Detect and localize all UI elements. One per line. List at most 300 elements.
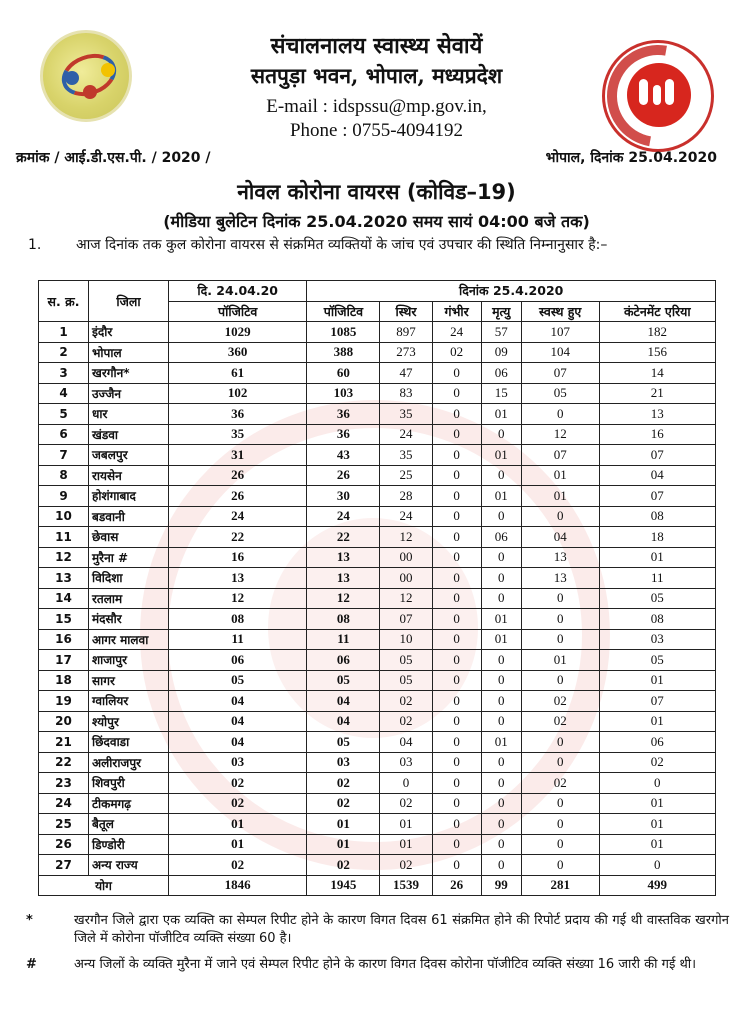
footnote-text: अन्य जिलों के व्यक्ति मुरैना में जाने एवं सेम्पल रिपीट होने के कारण विगत दिवस कोरोना पॉजीटिव व्यक्ति संख्या 16 जारी की गई थी। bbox=[74, 957, 697, 972]
cell-prev-positive: 36 bbox=[169, 404, 307, 425]
table-row bbox=[39, 486, 716, 507]
cell-prev-positive: 02 bbox=[169, 793, 307, 814]
cell-district: आगर मालवा bbox=[89, 629, 169, 650]
cell-recovered: 04 bbox=[521, 527, 599, 548]
header-district: जिला bbox=[89, 281, 169, 322]
cell-sno: 13 bbox=[39, 568, 89, 589]
cell-sno: 15 bbox=[39, 609, 89, 630]
bulletin-title: नोवल कोरोना वायरस (कोविड–19) bbox=[237, 180, 516, 204]
cell-district: छिंदवाडा bbox=[89, 732, 169, 753]
cell-containment: 07 bbox=[599, 691, 715, 712]
cell-stable: 25 bbox=[380, 465, 432, 486]
cell-stable: 35 bbox=[380, 445, 432, 466]
cell-positive: 08 bbox=[307, 609, 380, 630]
cell-prev-positive: 04 bbox=[169, 732, 307, 753]
table-row bbox=[39, 814, 716, 835]
cell-recovered: 0 bbox=[521, 752, 599, 773]
cell-death: 0 bbox=[481, 568, 521, 589]
letterhead bbox=[0, 0, 753, 150]
cell-death: 0 bbox=[481, 855, 521, 876]
table-row bbox=[39, 650, 716, 671]
header-recovered: स्वस्थ हुए bbox=[521, 301, 599, 322]
cell-containment: 01 bbox=[599, 670, 715, 691]
cell-recovered: 0 bbox=[521, 506, 599, 527]
cell-stable: 02 bbox=[380, 711, 432, 732]
cell-positive: 43 bbox=[307, 445, 380, 466]
cell-recovered: 0 bbox=[521, 588, 599, 609]
cell-prev-positive: 01 bbox=[169, 814, 307, 835]
cell-death: 57 bbox=[481, 322, 521, 343]
cell-death: 0 bbox=[481, 547, 521, 568]
cell-prev-positive: 04 bbox=[169, 691, 307, 712]
cell-district: रायसेन bbox=[89, 465, 169, 486]
cell-death: 06 bbox=[481, 363, 521, 384]
cell-district: भोपाल bbox=[89, 342, 169, 363]
org-phone: Phone : 0755-4094192 bbox=[289, 120, 464, 141]
footnote-mark: # bbox=[26, 957, 37, 972]
cell-recovered: 104 bbox=[521, 342, 599, 363]
table-row bbox=[39, 363, 716, 384]
cell-recovered: 0 bbox=[521, 732, 599, 753]
table-row bbox=[39, 793, 716, 814]
cell-prev-positive: 35 bbox=[169, 424, 307, 445]
cell-stable: 05 bbox=[380, 650, 432, 671]
cell-recovered: 01 bbox=[521, 465, 599, 486]
cell-district: अलीराजपुर bbox=[89, 752, 169, 773]
cell-death: 0 bbox=[481, 752, 521, 773]
cell-positive: 30 bbox=[307, 486, 380, 507]
cell-containment: 05 bbox=[599, 650, 715, 671]
cell-prev-positive: 24 bbox=[169, 506, 307, 527]
total-serious: 26 bbox=[432, 875, 481, 896]
cell-sno: 16 bbox=[39, 629, 89, 650]
cell-recovered: 02 bbox=[521, 711, 599, 732]
cell-positive: 05 bbox=[307, 670, 380, 691]
cell-recovered: 0 bbox=[521, 814, 599, 835]
cell-containment: 14 bbox=[599, 363, 715, 384]
cell-stable: 24 bbox=[380, 424, 432, 445]
reference-line bbox=[16, 148, 737, 170]
cell-recovered: 01 bbox=[521, 650, 599, 671]
cell-prev-positive: 03 bbox=[169, 752, 307, 773]
table-row bbox=[39, 670, 716, 691]
table-row bbox=[39, 506, 716, 527]
cell-containment: 182 bbox=[599, 322, 715, 343]
cell-positive: 24 bbox=[307, 506, 380, 527]
cell-containment: 156 bbox=[599, 342, 715, 363]
cell-stable: 03 bbox=[380, 752, 432, 773]
cell-positive: 04 bbox=[307, 711, 380, 732]
cell-containment: 03 bbox=[599, 629, 715, 650]
cell-stable: 12 bbox=[380, 588, 432, 609]
table-row bbox=[39, 527, 716, 548]
cell-sno: 2 bbox=[39, 342, 89, 363]
cell-sno: 17 bbox=[39, 650, 89, 671]
cell-sno: 12 bbox=[39, 547, 89, 568]
cell-death: 01 bbox=[481, 629, 521, 650]
footnote-text: खरगौन जिले द्वारा एक व्यक्ति का सेम्पल रिपीट होने के कारण विगत दिवस 61 संक्रमित होने की रिपोर्ट प्रदाय की गई थी वास्तविक खरगोन जिले में कोरोना पॉजीटिव व्यक्ति संख्या 60 है। bbox=[74, 913, 729, 946]
total-label: योग bbox=[39, 875, 169, 896]
cell-district: शिवपुरी bbox=[89, 773, 169, 794]
cell-district: बडवानी bbox=[89, 506, 169, 527]
cell-sno: 22 bbox=[39, 752, 89, 773]
cell-containment: 08 bbox=[599, 609, 715, 630]
cell-district: धार bbox=[89, 404, 169, 425]
total-death: 99 bbox=[481, 875, 521, 896]
total-prev-positive: 1846 bbox=[169, 875, 307, 896]
cell-positive: 22 bbox=[307, 527, 380, 548]
cell-death: 01 bbox=[481, 732, 521, 753]
cell-sno: 23 bbox=[39, 773, 89, 794]
cell-positive: 04 bbox=[307, 691, 380, 712]
cell-stable: 0 bbox=[380, 773, 432, 794]
table-row bbox=[39, 445, 716, 466]
cell-serious: 0 bbox=[432, 732, 481, 753]
cell-stable: 01 bbox=[380, 814, 432, 835]
cell-serious: 0 bbox=[432, 773, 481, 794]
cell-serious: 0 bbox=[432, 855, 481, 876]
cell-district: बैतूल bbox=[89, 814, 169, 835]
cell-stable: 12 bbox=[380, 527, 432, 548]
total-containment: 499 bbox=[599, 875, 715, 896]
cell-death: 0 bbox=[481, 506, 521, 527]
cell-district: उज्जैन bbox=[89, 383, 169, 404]
cell-sno: 21 bbox=[39, 732, 89, 753]
header-current-date: दिनांक 25.4.2020 bbox=[307, 281, 716, 302]
cell-containment: 07 bbox=[599, 445, 715, 466]
cell-serious: 0 bbox=[432, 445, 481, 466]
cell-sno: 20 bbox=[39, 711, 89, 732]
cell-containment: 13 bbox=[599, 404, 715, 425]
header-stable: स्थिर bbox=[380, 301, 432, 322]
cell-serious: 0 bbox=[432, 404, 481, 425]
cell-recovered: 0 bbox=[521, 834, 599, 855]
cell-containment: 02 bbox=[599, 752, 715, 773]
cell-positive: 11 bbox=[307, 629, 380, 650]
header-prev-date: दि. 24.04.20 bbox=[169, 281, 307, 302]
cell-death: 0 bbox=[481, 650, 521, 671]
cell-death: 0 bbox=[481, 424, 521, 445]
cell-containment: 01 bbox=[599, 793, 715, 814]
header-serious: गंभीर bbox=[432, 301, 481, 322]
cell-recovered: 0 bbox=[521, 404, 599, 425]
cell-sno: 25 bbox=[39, 814, 89, 835]
cell-positive: 1085 bbox=[307, 322, 380, 343]
cell-positive: 12 bbox=[307, 588, 380, 609]
cell-death: 01 bbox=[481, 609, 521, 630]
cell-prev-positive: 26 bbox=[169, 486, 307, 507]
cell-district: अन्य राज्य bbox=[89, 855, 169, 876]
cell-district: मुरैना # bbox=[89, 547, 169, 568]
cell-death: 0 bbox=[481, 834, 521, 855]
cell-sno: 4 bbox=[39, 383, 89, 404]
cell-prev-positive: 05 bbox=[169, 670, 307, 691]
table-row bbox=[39, 732, 716, 753]
cell-death: 0 bbox=[481, 814, 521, 835]
cell-positive: 60 bbox=[307, 363, 380, 384]
table-row bbox=[39, 855, 716, 876]
cell-prev-positive: 31 bbox=[169, 445, 307, 466]
cell-serious: 24 bbox=[432, 322, 481, 343]
cell-positive: 388 bbox=[307, 342, 380, 363]
cell-positive: 26 bbox=[307, 465, 380, 486]
cell-death: 09 bbox=[481, 342, 521, 363]
cell-sno: 3 bbox=[39, 363, 89, 384]
table-row bbox=[39, 752, 716, 773]
cell-serious: 0 bbox=[432, 383, 481, 404]
cell-positive: 02 bbox=[307, 793, 380, 814]
cell-prev-positive: 02 bbox=[169, 773, 307, 794]
total-recovered: 281 bbox=[521, 875, 599, 896]
cell-sno: 11 bbox=[39, 527, 89, 548]
cell-containment: 01 bbox=[599, 547, 715, 568]
intro-text: आज दिनांक तक कुल कोरोना वायरस से संक्रमित व्यक्तियों के जांच एवं उपचार की स्थिति निम्नानुसार है:– bbox=[76, 237, 608, 253]
cell-recovered: 12 bbox=[521, 424, 599, 445]
cell-containment: 06 bbox=[599, 732, 715, 753]
cell-sno: 9 bbox=[39, 486, 89, 507]
cell-positive: 05 bbox=[307, 732, 380, 753]
cell-stable: 10 bbox=[380, 629, 432, 650]
cell-serious: 0 bbox=[432, 465, 481, 486]
cell-stable: 05 bbox=[380, 670, 432, 691]
cell-recovered: 13 bbox=[521, 568, 599, 589]
cell-containment: 16 bbox=[599, 424, 715, 445]
cell-recovered: 0 bbox=[521, 609, 599, 630]
cell-containment: 01 bbox=[599, 834, 715, 855]
cell-sno: 8 bbox=[39, 465, 89, 486]
cell-stable: 02 bbox=[380, 793, 432, 814]
cell-district: विदिशा bbox=[89, 568, 169, 589]
cell-prev-positive: 360 bbox=[169, 342, 307, 363]
cell-death: 0 bbox=[481, 711, 521, 732]
cell-stable: 00 bbox=[380, 547, 432, 568]
table-row bbox=[39, 568, 716, 589]
cell-stable: 83 bbox=[380, 383, 432, 404]
cell-death: 01 bbox=[481, 445, 521, 466]
table-row bbox=[39, 629, 716, 650]
cell-death: 01 bbox=[481, 486, 521, 507]
cell-death: 0 bbox=[481, 773, 521, 794]
table-row bbox=[39, 404, 716, 425]
cell-recovered: 0 bbox=[521, 629, 599, 650]
cell-district: खंडवा bbox=[89, 424, 169, 445]
cell-prev-positive: 12 bbox=[169, 588, 307, 609]
reference-number: क्रमांक / आई.डी.एस.पी. / 2020 / bbox=[16, 150, 211, 166]
cell-recovered: 07 bbox=[521, 445, 599, 466]
cell-containment: 07 bbox=[599, 486, 715, 507]
cell-recovered: 02 bbox=[521, 773, 599, 794]
cell-death: 0 bbox=[481, 691, 521, 712]
cell-recovered: 0 bbox=[521, 670, 599, 691]
footnote-mark: * bbox=[26, 913, 33, 928]
table-row bbox=[39, 834, 716, 855]
cell-recovered: 07 bbox=[521, 363, 599, 384]
org-name: संचालनालय स्वास्थ्य सेवायें bbox=[270, 33, 483, 59]
cell-sno: 26 bbox=[39, 834, 89, 855]
cell-positive: 36 bbox=[307, 404, 380, 425]
cell-serious: 0 bbox=[432, 486, 481, 507]
table-row bbox=[39, 322, 716, 343]
cell-serious: 0 bbox=[432, 814, 481, 835]
cell-serious: 0 bbox=[432, 424, 481, 445]
cell-sno: 24 bbox=[39, 793, 89, 814]
place-date: भोपाल, दिनांक 25.04.2020 bbox=[545, 150, 717, 166]
cell-containment: 11 bbox=[599, 568, 715, 589]
cell-serious: 0 bbox=[432, 834, 481, 855]
cell-death: 15 bbox=[481, 383, 521, 404]
cell-prev-positive: 22 bbox=[169, 527, 307, 548]
cell-sno: 10 bbox=[39, 506, 89, 527]
cell-stable: 28 bbox=[380, 486, 432, 507]
cell-serious: 0 bbox=[432, 711, 481, 732]
table-row bbox=[39, 609, 716, 630]
header-prev-positive: पॉजिटिव bbox=[169, 301, 307, 322]
cell-stable: 01 bbox=[380, 834, 432, 855]
cell-district: मंदसौर bbox=[89, 609, 169, 630]
cell-district: शाजापुर bbox=[89, 650, 169, 671]
cell-prev-positive: 06 bbox=[169, 650, 307, 671]
cell-prev-positive: 13 bbox=[169, 568, 307, 589]
cell-sno: 14 bbox=[39, 588, 89, 609]
table-row bbox=[39, 691, 716, 712]
header-containment: कंटेनमेंट एरिया bbox=[599, 301, 715, 322]
total-stable: 1539 bbox=[380, 875, 432, 896]
cell-stable: 02 bbox=[380, 691, 432, 712]
cell-sno: 6 bbox=[39, 424, 89, 445]
cell-prev-positive: 61 bbox=[169, 363, 307, 384]
cell-serious: 0 bbox=[432, 629, 481, 650]
cell-positive: 103 bbox=[307, 383, 380, 404]
cell-serious: 0 bbox=[432, 506, 481, 527]
header-death: मृत्यु bbox=[481, 301, 521, 322]
cell-prev-positive: 11 bbox=[169, 629, 307, 650]
table-row bbox=[39, 588, 716, 609]
cell-positive: 13 bbox=[307, 547, 380, 568]
cell-serious: 0 bbox=[432, 752, 481, 773]
cell-recovered: 02 bbox=[521, 691, 599, 712]
cell-district: श्योपुर bbox=[89, 711, 169, 732]
cell-sno: 1 bbox=[39, 322, 89, 343]
cell-positive: 36 bbox=[307, 424, 380, 445]
cell-recovered: 05 bbox=[521, 383, 599, 404]
table-row bbox=[39, 465, 716, 486]
cell-district: रतलाम bbox=[89, 588, 169, 609]
cell-serious: 0 bbox=[432, 547, 481, 568]
cell-stable: 897 bbox=[380, 322, 432, 343]
cell-serious: 0 bbox=[432, 527, 481, 548]
cell-recovered: 0 bbox=[521, 793, 599, 814]
cell-serious: 0 bbox=[432, 650, 481, 671]
cell-district: होशंगाबाद bbox=[89, 486, 169, 507]
cell-serious: 0 bbox=[432, 609, 481, 630]
cell-sno: 7 bbox=[39, 445, 89, 466]
cell-stable: 35 bbox=[380, 404, 432, 425]
cell-prev-positive: 1029 bbox=[169, 322, 307, 343]
cell-stable: 02 bbox=[380, 855, 432, 876]
cell-stable: 47 bbox=[380, 363, 432, 384]
header-positive: पॉजिटिव bbox=[307, 301, 380, 322]
org-email: E-mail : idspssu@mp.gov.in, bbox=[266, 96, 487, 117]
cell-containment: 18 bbox=[599, 527, 715, 548]
covid-status-table bbox=[38, 280, 716, 896]
cell-recovered: 13 bbox=[521, 547, 599, 568]
cell-district: जबलपुर bbox=[89, 445, 169, 466]
cell-positive: 03 bbox=[307, 752, 380, 773]
cell-positive: 13 bbox=[307, 568, 380, 589]
table-row bbox=[39, 342, 716, 363]
cell-containment: 0 bbox=[599, 855, 715, 876]
cell-serious: 02 bbox=[432, 342, 481, 363]
cell-prev-positive: 01 bbox=[169, 834, 307, 855]
table-row bbox=[39, 547, 716, 568]
cell-district: छेवास bbox=[89, 527, 169, 548]
cell-serious: 0 bbox=[432, 568, 481, 589]
cell-stable: 273 bbox=[380, 342, 432, 363]
cell-positive: 02 bbox=[307, 855, 380, 876]
cell-stable: 24 bbox=[380, 506, 432, 527]
cell-positive: 01 bbox=[307, 834, 380, 855]
cell-recovered: 0 bbox=[521, 855, 599, 876]
cell-containment: 21 bbox=[599, 383, 715, 404]
cell-sno: 18 bbox=[39, 670, 89, 691]
cell-containment: 0 bbox=[599, 773, 715, 794]
cell-district: डिण्डोरी bbox=[89, 834, 169, 855]
cell-sno: 19 bbox=[39, 691, 89, 712]
cell-district: सागर bbox=[89, 670, 169, 691]
cell-stable: 00 bbox=[380, 568, 432, 589]
cell-containment: 05 bbox=[599, 588, 715, 609]
bulletin-subtitle: (मीडिया बुलेटिन दिनांक 25.04.2020 समय सायं 04:00 बजे तक) bbox=[163, 212, 590, 231]
table-row bbox=[39, 383, 716, 404]
cell-containment: 01 bbox=[599, 814, 715, 835]
cell-prev-positive: 16 bbox=[169, 547, 307, 568]
nrhm-logo bbox=[602, 40, 714, 152]
cell-district: ग्वालियर bbox=[89, 691, 169, 712]
cell-prev-positive: 04 bbox=[169, 711, 307, 732]
table-row bbox=[39, 424, 716, 445]
table-row bbox=[39, 773, 716, 794]
cell-recovered: 01 bbox=[521, 486, 599, 507]
cell-district: खरगौन* bbox=[89, 363, 169, 384]
cell-district: इंदौर bbox=[89, 322, 169, 343]
cell-prev-positive: 102 bbox=[169, 383, 307, 404]
total-positive: 1945 bbox=[307, 875, 380, 896]
cell-district: टीकमगढ़ bbox=[89, 793, 169, 814]
cell-containment: 04 bbox=[599, 465, 715, 486]
total-row bbox=[39, 875, 716, 896]
org-address: सतपुड़ा भवन, भोपाल, मध्यप्रदेश bbox=[250, 63, 503, 88]
cell-death: 06 bbox=[481, 527, 521, 548]
cell-positive: 06 bbox=[307, 650, 380, 671]
cell-death: 0 bbox=[481, 588, 521, 609]
cell-positive: 01 bbox=[307, 814, 380, 835]
intro-number: 1. bbox=[28, 237, 42, 253]
cell-serious: 0 bbox=[432, 363, 481, 384]
cell-stable: 07 bbox=[380, 609, 432, 630]
cell-death: 0 bbox=[481, 670, 521, 691]
cell-recovered: 107 bbox=[521, 322, 599, 343]
cell-containment: 01 bbox=[599, 711, 715, 732]
cell-prev-positive: 02 bbox=[169, 855, 307, 876]
cell-sno: 5 bbox=[39, 404, 89, 425]
cell-death: 0 bbox=[481, 793, 521, 814]
cell-death: 0 bbox=[481, 465, 521, 486]
cell-prev-positive: 08 bbox=[169, 609, 307, 630]
table-row bbox=[39, 711, 716, 732]
header-sno: स. क्र. bbox=[39, 281, 89, 322]
cell-prev-positive: 26 bbox=[169, 465, 307, 486]
cell-death: 01 bbox=[481, 404, 521, 425]
